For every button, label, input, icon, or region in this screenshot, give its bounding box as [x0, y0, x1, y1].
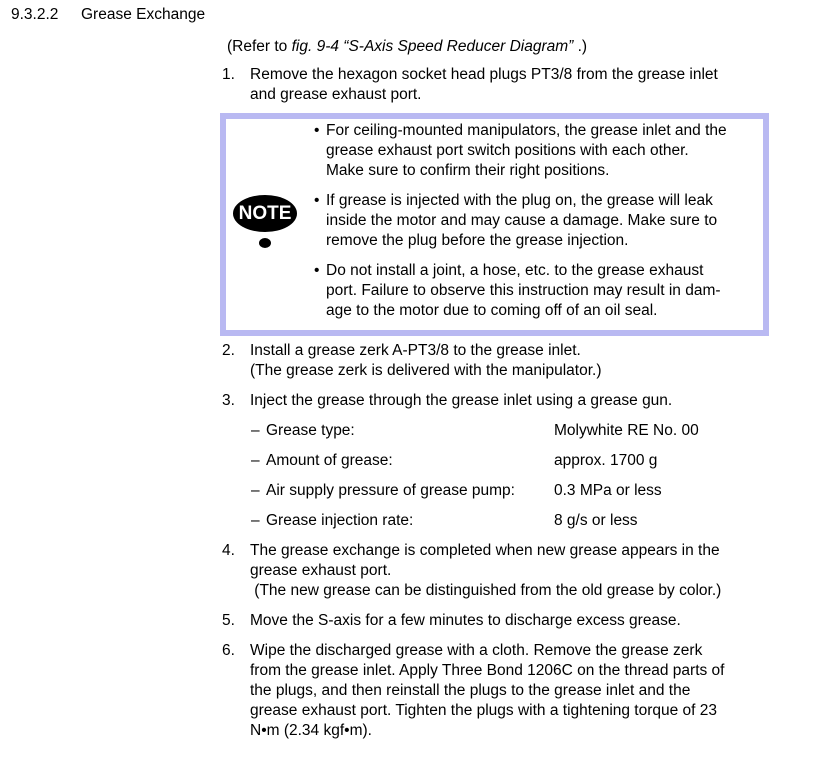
note-label: NOTE: [233, 195, 297, 232]
step-number: 1.: [222, 66, 235, 83]
step-text-line: (The new grease can be distinguished from the old grease by color.): [250, 582, 722, 599]
step-text-line: N•m (2.34 kgf•m).: [250, 722, 372, 739]
note-icon: [233, 195, 297, 255]
spec-dash: –: [251, 512, 260, 529]
bullet-icon: •: [314, 192, 320, 209]
section-number: 9.3.2.2: [11, 6, 59, 23]
step-text-line: Move the S-axis for a few minutes to discharge excess grease.: [250, 612, 681, 629]
note-bullet-line: remove the plug before the grease injection.: [326, 232, 629, 249]
spec-dash: –: [251, 452, 260, 469]
step-text-line: Remove the hexagon socket head plugs PT3/8 from the grease inlet: [250, 66, 718, 83]
step-text-line: The grease exchange is completed when new grease appears in the: [250, 542, 720, 559]
note-bullet-line: If grease is injected with the plug on, the grease will leak: [326, 192, 713, 209]
step-number: 2.: [222, 342, 235, 359]
step-text-line: the plugs, and then reinstall the plugs to the grease inlet and the: [250, 682, 691, 699]
step-text-line: (The grease zerk is delivered with the manipulator.): [250, 362, 602, 379]
spec-label: Air supply pressure of grease pump:: [266, 482, 515, 499]
step-text-line: grease exhaust port.: [250, 562, 392, 579]
spec-value: 8 g/s or less: [554, 512, 638, 529]
step-text-line: Install a grease zerk A-PT3/8 to the grease inlet.: [250, 342, 581, 359]
step-text-line: from the grease inlet. Apply Three Bond 1206C on the thread parts of: [250, 662, 725, 679]
step-number: 3.: [222, 392, 235, 409]
spec-label: Amount of grease:: [266, 452, 393, 469]
spec-dash: –: [251, 422, 260, 439]
step-text-line: Inject the grease through the grease inlet using a grease gun.: [250, 392, 673, 409]
step-number: 5.: [222, 612, 235, 629]
spec-dash: –: [251, 482, 260, 499]
spec-label: Grease injection rate:: [266, 512, 414, 529]
bullet-icon: •: [314, 262, 320, 279]
step-number: 4.: [222, 542, 235, 559]
step-text-line: Wipe the discharged grease with a cloth. Remove the grease zerk: [250, 642, 703, 659]
figure-link[interactable]: fig. 9-4 “S-Axis Speed Reducer Diagram”: [291, 38, 574, 55]
section-title: Grease Exchange: [81, 6, 206, 23]
spec-label: Grease type:: [266, 422, 355, 439]
bullet-icon: •: [314, 122, 320, 139]
spec-value: approx. 1700 g: [554, 452, 658, 469]
note-bullet-line: inside the motor and may cause a damage. Make sure to: [326, 212, 718, 229]
spec-value: 0.3 MPa or less: [554, 482, 662, 499]
figure-reference: [227, 37, 587, 57]
step-text-line: and grease exhaust port.: [250, 86, 422, 103]
note-bullet-line: grease exhaust port switch positions with each other.: [326, 142, 689, 159]
note-bullet-line: port. Failure to observe this instruction may result in dam-: [326, 282, 721, 299]
step-text-line: grease exhaust port. Tighten the plugs with a tightening torque of 23: [250, 702, 718, 719]
note-bullet: [314, 261, 759, 321]
note-bullet-line: For ceiling-mounted manipulators, the grease inlet and the: [326, 122, 727, 139]
note-bullet-line: Make sure to confirm their right positions.: [326, 162, 610, 179]
refer-suffix: .): [573, 38, 588, 55]
note-bullet: [314, 121, 759, 181]
refer-prefix: (Refer to: [227, 38, 292, 55]
note-bullet-line: age to the motor due to coming off of an oil seal.: [326, 302, 658, 319]
step-number: 6.: [222, 642, 235, 659]
note-bullet: [314, 191, 759, 251]
spec-value: Molywhite RE No. 00: [554, 422, 699, 439]
note-bullet-line: Do not install a joint, a hose, etc. to the grease exhaust: [326, 262, 704, 279]
note-dot: [259, 238, 271, 248]
